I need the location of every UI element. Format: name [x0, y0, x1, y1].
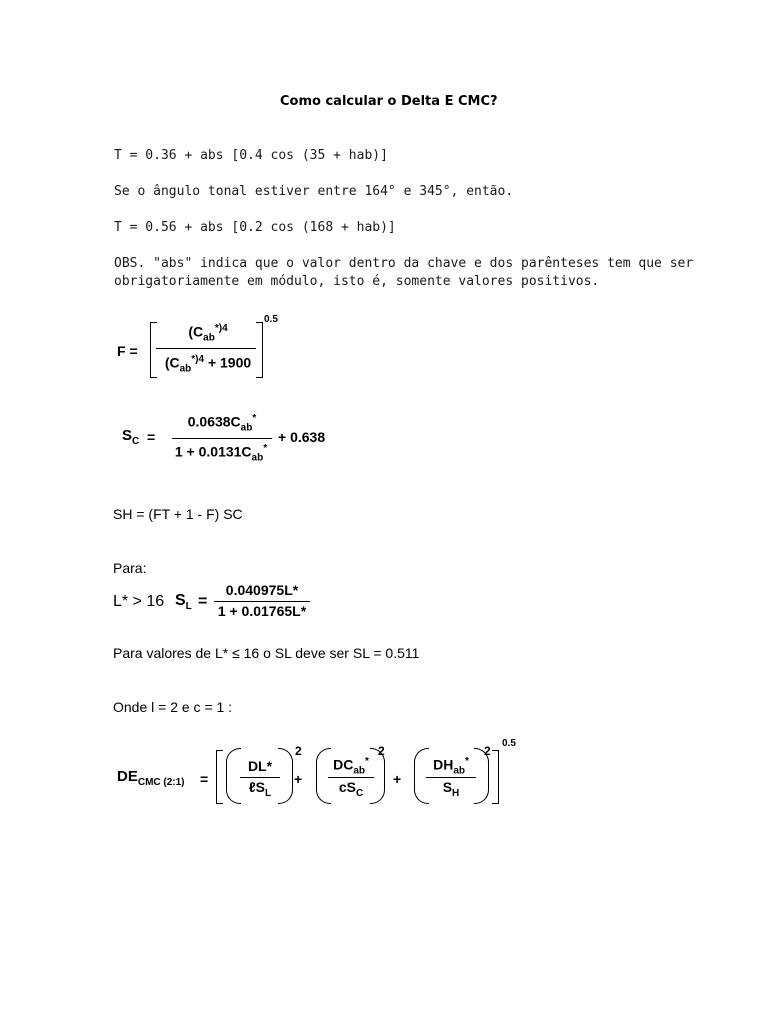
de-left-bracket: [216, 750, 223, 804]
f-lhs: F =: [117, 343, 138, 359]
term2-numerator: $DC_{ab}^*$: [333, 756, 369, 777]
de-lhs: $DE_{CMC (2:1)}$: [117, 768, 185, 788]
plus-1: +: [294, 771, 303, 787]
sc-equals: =: [147, 429, 156, 445]
term3-fraction-bar: [426, 777, 476, 778]
sc-tail: + 0.638: [278, 429, 326, 445]
sc-numerator: $0.0638C_{ab}^*$: [187, 413, 257, 434]
de-right-bracket: [492, 750, 499, 804]
de-equals: =: [200, 771, 209, 787]
onde-line: Onde l = 2 e c = 1 :: [113, 699, 233, 715]
hue-condition: Se o ângulo tonal estiver entre 164° e 345°, então.: [114, 184, 514, 199]
t-formula-1: T = 0.36 + abs [0.4 cos (35 + hab)]: [114, 148, 388, 163]
term1-power: 2: [295, 744, 302, 758]
para-label: Para:: [113, 560, 147, 576]
term2-denominator: $cS_C$: [338, 779, 364, 799]
sl-equals: =: [198, 593, 208, 610]
term1-fraction-bar: [240, 777, 280, 778]
sh-formula: SH = (FT + 1 - F) SC: [113, 506, 243, 522]
f-numerator: ($C_{ab}^{*)4}$: [188, 323, 228, 344]
f-fraction-bar: [156, 348, 256, 349]
term1-right-paren: [278, 748, 293, 804]
term3-power: 2: [484, 744, 491, 758]
sl-numerator: 0.040975L*: [225, 582, 299, 598]
sl-fraction-bar: [214, 601, 310, 602]
sc-fraction-bar: [172, 438, 272, 439]
obs-line-1: OBS. "abs" indica que o valor dentro da chave e dos parênteses tem que ser: [114, 256, 694, 271]
page-title: Como calcular o Delta E CMC?: [280, 94, 498, 109]
term1-left-paren: [226, 748, 241, 804]
f-denominator: ($C_{ab}^{*)4} + 1900$: [164, 354, 252, 375]
f-exponent: 0.5: [264, 314, 278, 325]
sc-denominator: $1 + 0.0131C_{ab}^*$: [174, 443, 268, 464]
obs-line-2: obrigatoriamente em módulo, isto é, somente valores positivos.: [114, 274, 600, 289]
t-formula-2: T = 0.56 + abs [0.2 cos (168 + hab)]: [114, 220, 396, 235]
de-exponent: 0.5: [502, 738, 516, 749]
term2-power: 2: [378, 744, 385, 758]
sl-lhs: $S_L$: [175, 592, 192, 613]
sl-condition: L* > 16: [113, 593, 165, 610]
plus-2: +: [393, 771, 402, 787]
term1-denominator: ℓS$_L$: [248, 779, 272, 799]
term2-fraction-bar: [328, 777, 374, 778]
sl-note: Para valores de L* ≤ 16 o SL deve ser SL = 0.511: [113, 645, 420, 661]
sl-denominator: 1 + 0.01765L*: [217, 603, 307, 619]
term3-denominator: $S_H$: [442, 779, 460, 799]
term1-numerator: DL*: [247, 758, 273, 774]
f-right-bracket: [256, 322, 263, 378]
sc-lhs: $S_C$: [122, 427, 140, 447]
term3-numerator: $DH_{ab}^*$: [433, 756, 469, 777]
